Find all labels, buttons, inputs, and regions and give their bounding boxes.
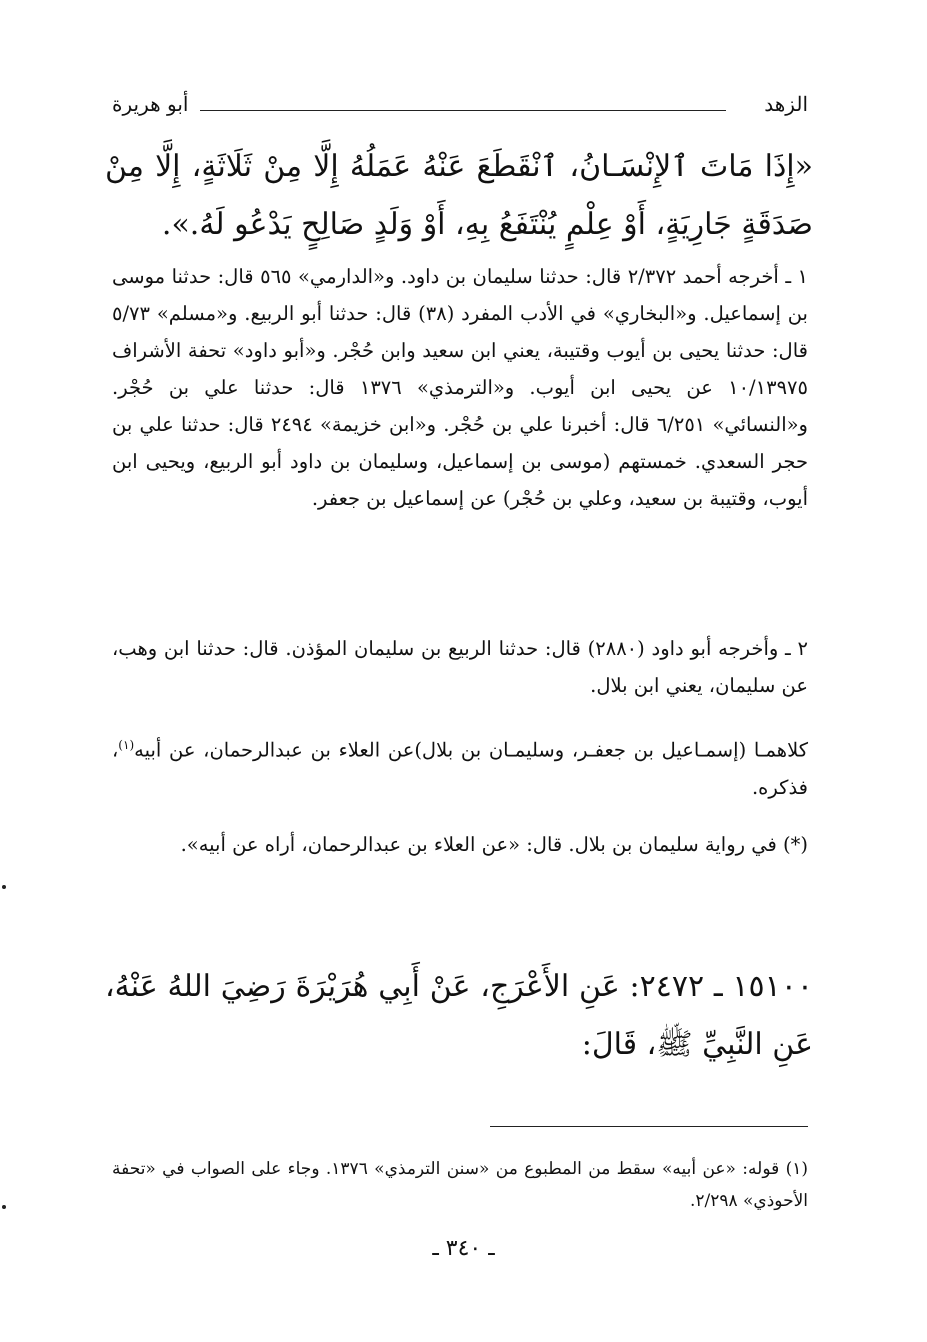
narration-note: (*) في رواية سليمان بن بلال. قال: «عن العلاء بن عبدالرحمان، أراه عن أبيه».	[180, 833, 808, 856]
header-rule	[200, 110, 726, 111]
next-hadith-heading: ١٥١٠٠ ـ ٢٤٧٢: عَنِ الأَعْرَجِ، عَنْ أَبِي هُرَيْرَةَ رَضِيَ اللهُ عَنْهُ، عَنِ النَّبِيِّ ﷺ، قَالَ:	[105, 969, 813, 1062]
takhrij-paragraph-1: ١ ـ أخرجه أحمد ٢/٣٧٢ قال: حدثنا سليمان بن داود. و«الدارمي» ٥٦٥ قال: حدثنا موسى بن إسماعيل. و«البخاري» في الأدب المفرد (٣٨) قال: حدثنا أبو الربيع. و«مسلم» ٥/٧٣ قال: حدثنا يحيى بن أيوب وقتيبة، يعني ابن سعيد وابن حُجْر. و«أبو داود» تحفة الأشراف ١٠/١٣٩٧٥ عن يحيى ابن أيوب. و«الترمذي» ١٣٧٦ قال: حدثنا علي بن حُجْر. و«النسائي» ٦/٢٥١ قال: أخبرنا علي بن حُجْر. و«ابن خزيمة» ٢٤٩٤ قال: حدثنا علي بن حجر السعدي. خمستهم (موسى بن إسماعيل، وسليمان بن داود أبو الربيع، ويحيى ابن أيوب، وقتيبة بن سعيد، وعلي بن حُجْر) عن إسماعيل بن جعفر.	[112, 265, 809, 510]
footnote-ref: (١)	[118, 738, 135, 752]
takhrij-paragraph-2: ٢ ـ وأخرجه أبو داود (٢٨٨٠) قال: حدثنا الربيع بن سليمان المؤذن. قال: حدثنا ابن وهب، عن سليمان، يعني ابن بلال.	[112, 637, 808, 697]
page-number: ـ ٣٤٠ ـ	[432, 1236, 495, 1261]
running-header	[112, 92, 808, 120]
header-narrator: أبو هريرة	[112, 92, 189, 116]
hadith-text: «إِذَا مَاتَ ٱلإِنْسَـانُ، ٱنْقَطَعَ عَنْهُ عَمَلُهُ إِلَّا مِنْ ثَلَاثَةٍ، إِلَّا مِنْ صَدَقَةٍ جَارِيَةٍ، أَوْ عِلْمٍ يُنْتَفَعُ بِهِ، أَوْ وَلَدٍ صَالِحٍ يَدْعُو لَهُ.».	[105, 149, 813, 242]
footnote-rule	[490, 1126, 808, 1127]
footnote: (١) قوله: «عن أبيه» سقط من المطبوع من «سنن الترمذي» ١٣٧٦. وجاء على الصواب في «تحفة الأحوذي» ٢/٢٩٨.	[112, 1159, 808, 1211]
both-paragraph-text: كلاهمـا (إسمـاعيل بن جعفـر، وسليمـان بن بلال)عن العلاء بن عبدالرحمان، عن أبيه	[134, 738, 808, 762]
both-paragraph	[112, 727, 808, 806]
header-book-title: الزهد	[764, 92, 808, 116]
both-paragraph-ending: ، فذكره.	[112, 738, 808, 799]
scan-mark	[2, 1205, 6, 1209]
scan-mark	[2, 885, 6, 889]
